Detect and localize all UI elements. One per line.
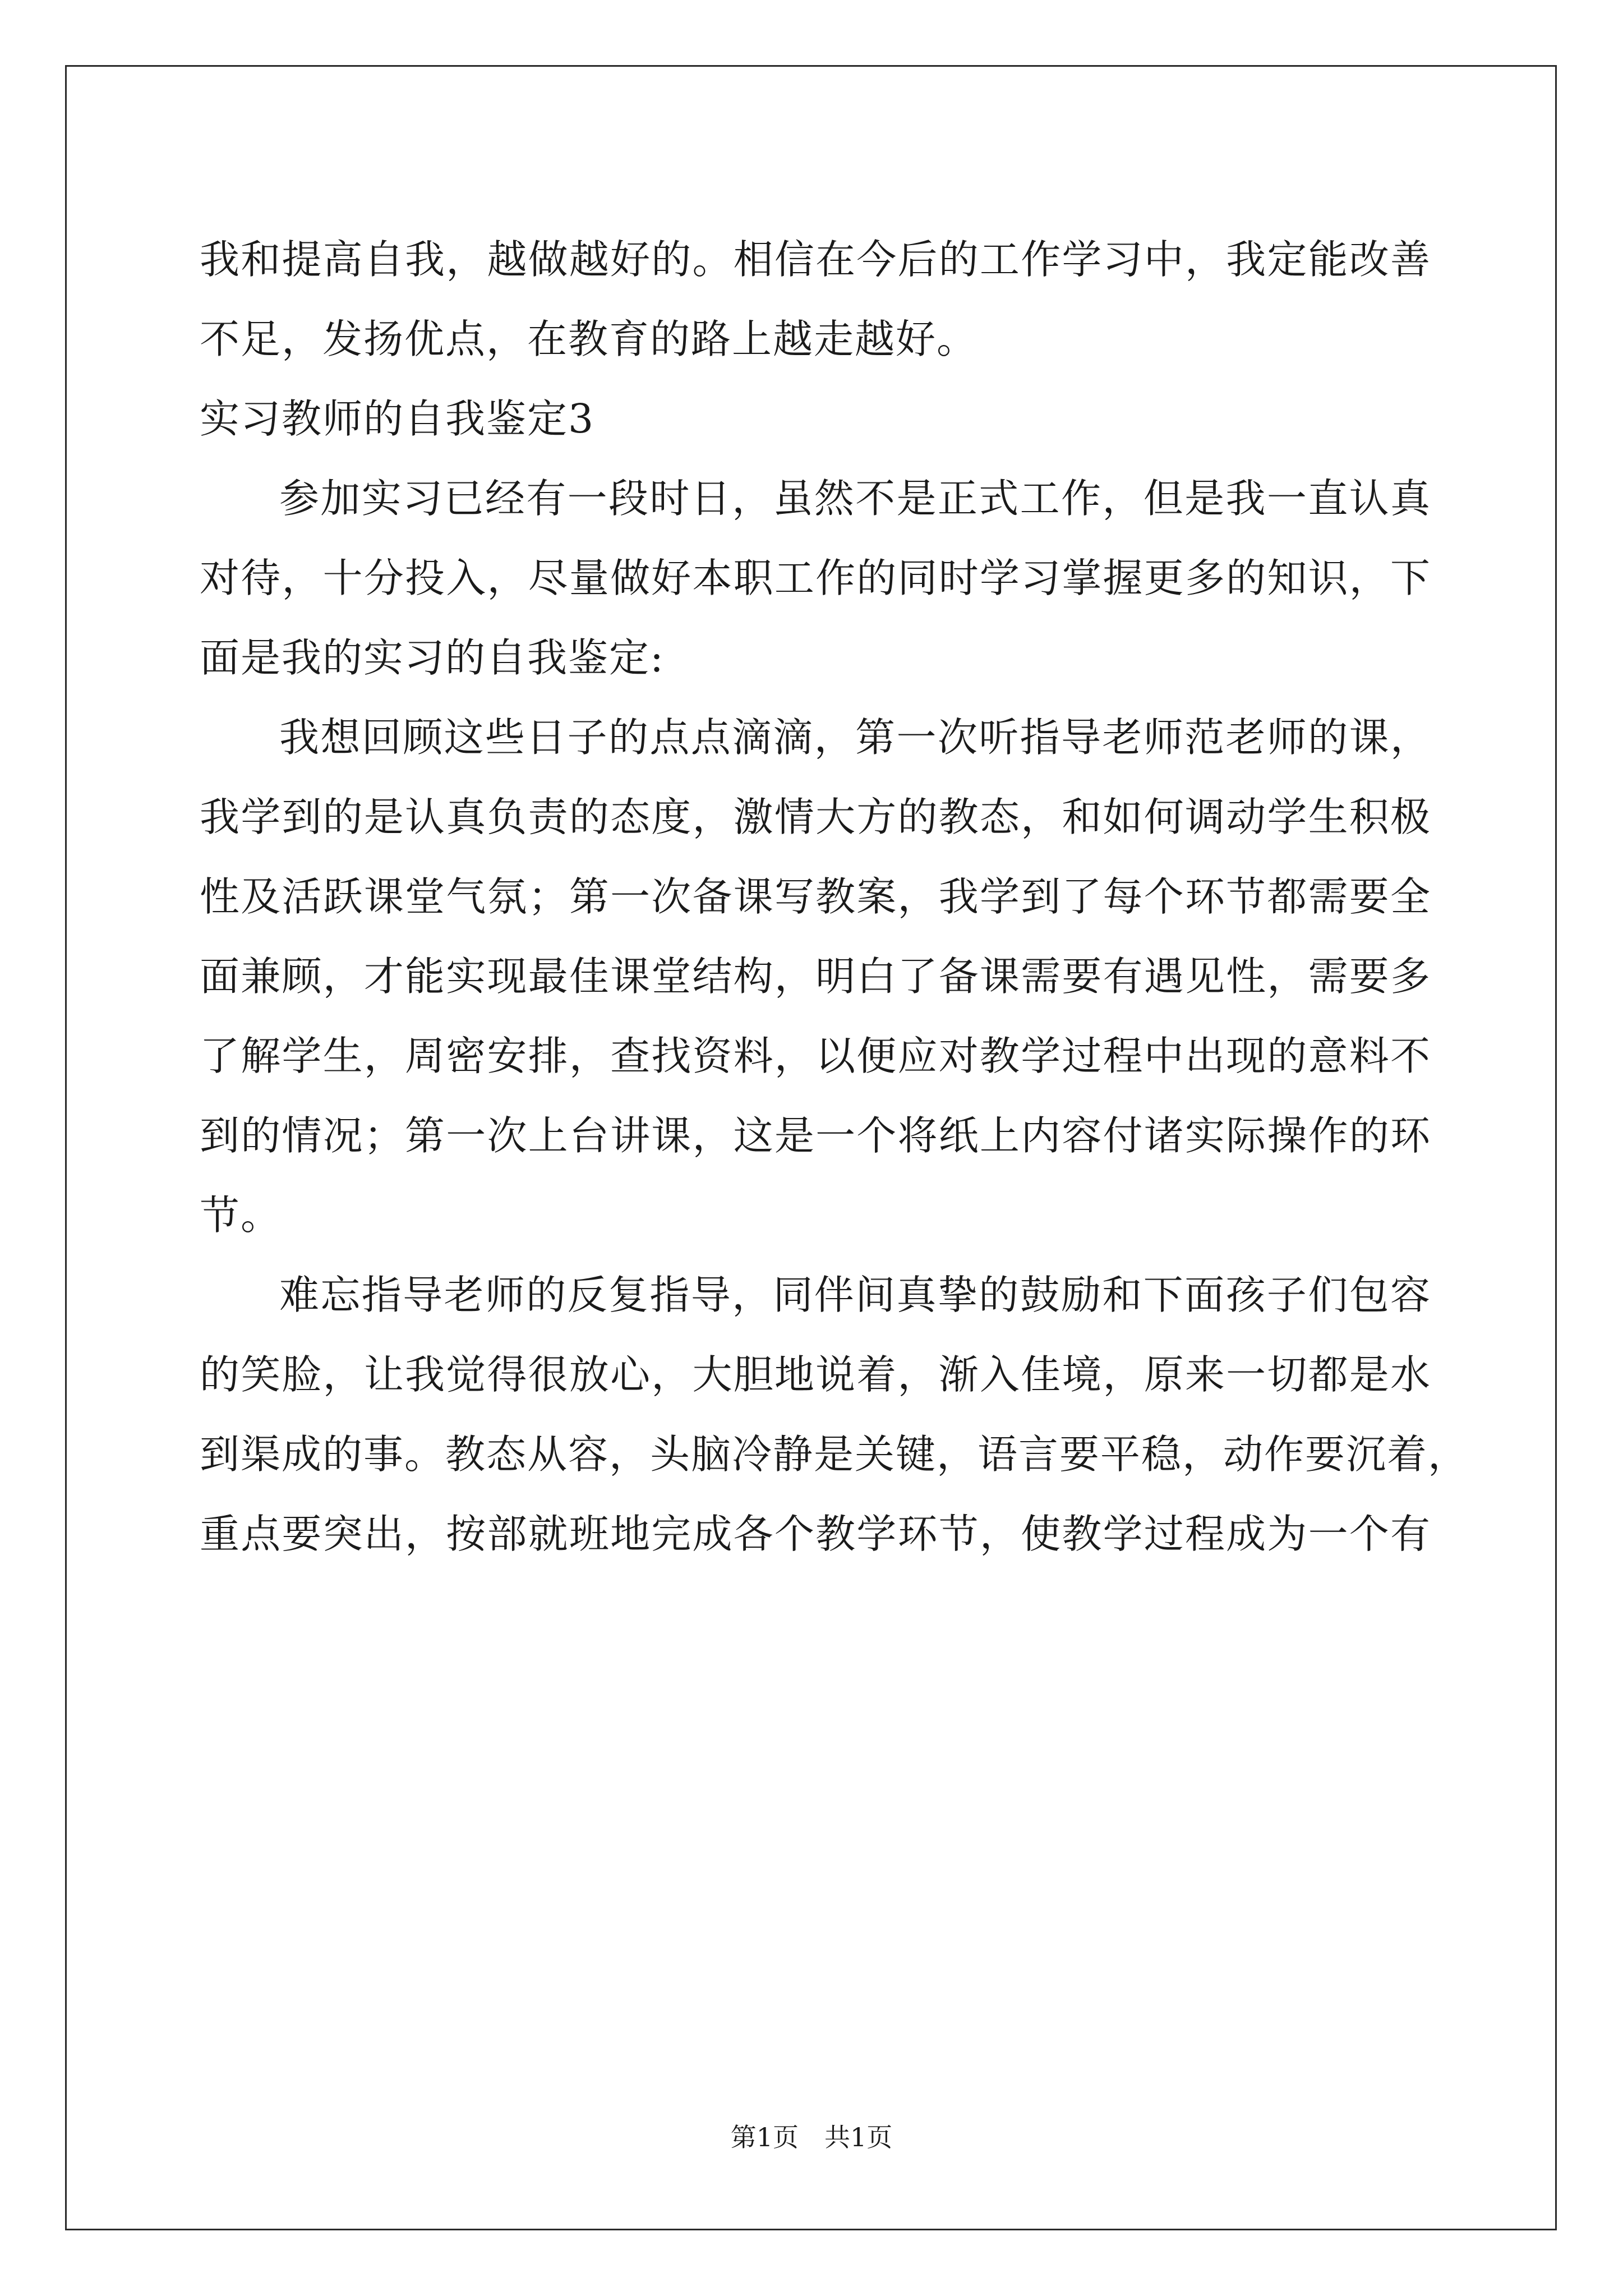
paragraph-line: 了解学生，周密安排，查找资料，以便应对教学过程中出现的意料不 — [200, 1033, 1431, 1079]
paragraph-line: 参加实习已经有一段时日，虽然不是正式工作，但是我一直认真 — [279, 475, 1431, 522]
paragraph-line: 面兼顾，才能实现最佳课堂结构，明白了备课需要有遇见性，需要多 — [200, 953, 1431, 1000]
paragraph-line: 我想回顾这些日子的点点滴滴，第一次听指导老师范老师的课， — [279, 714, 1431, 761]
paragraph-line: 难忘指导老师的反复指导，同伴间真挚的鼓励和下面孩子们包容 — [279, 1272, 1431, 1318]
section-heading: 实习教师的自我鉴定3 — [200, 395, 595, 442]
paragraph-line: 节。 — [200, 1192, 282, 1239]
paragraph-line: 性及活跃课堂气氛；第一次备课写教案，我学到了每个环节都需要全 — [200, 873, 1431, 920]
paragraph-line: 到的情况；第一次上台讲课，这是一个将纸上内容付诸实际操作的环 — [200, 1112, 1431, 1159]
page-number-footer: 第1页 共1页 — [730, 2122, 893, 2152]
paragraph-line: 不足，发扬优点，在教育的路上越走越好。 — [200, 316, 978, 362]
paragraph-line: 对待，十分投入，尽量做好本职工作的同时学习掌握更多的知识，下 — [200, 555, 1431, 601]
paragraph-line: 重点要突出，按部就班地完成各个教学环节，使教学过程成为一个有 — [200, 1511, 1431, 1557]
paragraph-line: 的笑脸，让我觉得很放心，大胆地说着，渐入佳境，原来一切都是水 — [200, 1351, 1431, 1398]
document-body — [200, 220, 1469, 1574]
paragraph-line: 到渠成的事。教态从容，头脑冷静是关键，语言要平稳，动作要沉着， — [200, 1431, 1469, 1478]
paragraph-line: 我学到的是认真负责的态度，激情大方的教态，和如何调动学生积极 — [200, 794, 1431, 840]
paragraph-line: 我和提高自我，越做越好的。相信在今后的工作学习中，我定能改善 — [200, 236, 1431, 283]
paragraph-line: 面是我的实习的自我鉴定: — [200, 634, 665, 681]
